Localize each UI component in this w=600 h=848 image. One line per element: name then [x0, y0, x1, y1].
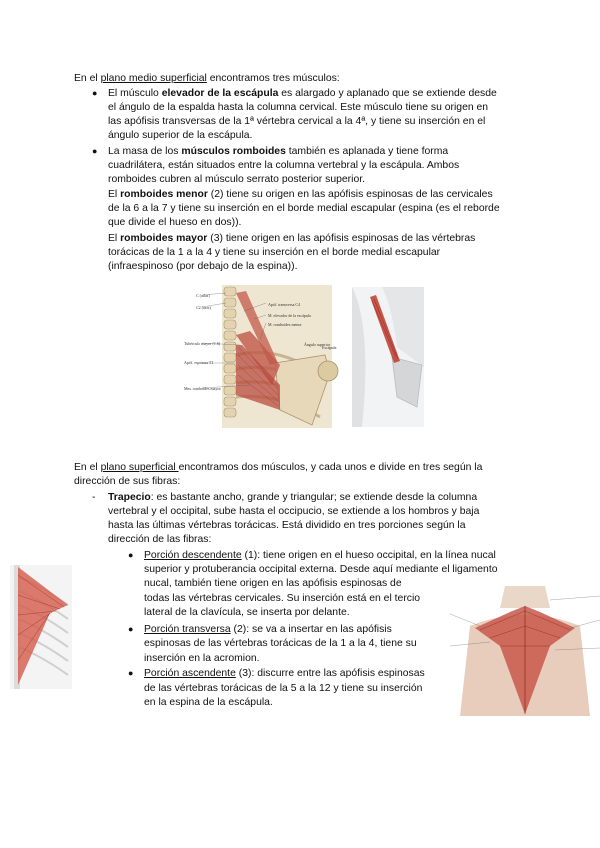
- trapecio-line3: hasta las últimas vértebras torácicas. Está dividido en tres porciones según la: [108, 520, 466, 531]
- bullet-elevador-line1: El músculo elevador de la escápula es alargado y aplanado que se extiende desde: [108, 88, 497, 99]
- section1-intro: En el plano medio superficial encontramos tres músculos:: [74, 73, 340, 84]
- porcion-descendente-line5: lateral de la clavícula, se inserta por delante.: [144, 607, 350, 618]
- porcion-ascendente-line1: Porción ascendente (3): discurre entre las apófisis espinosas: [144, 668, 425, 679]
- fig1-label: Mm. romboides mayor: [184, 386, 221, 391]
- bullet-icon: ●: [92, 88, 98, 98]
- bullet-elevador-line2: el ángulo de la espalda hasta la columna cervical. Este músculo tiene su origen en: [108, 102, 489, 113]
- trapecio-line4: dirección de las fibras:: [108, 534, 212, 545]
- romboides-mayor-line3: (infraespinoso (por debajo de la espina)).: [108, 261, 298, 272]
- fig1-label: M. elevador de la escápula: [268, 313, 311, 318]
- romboides-mayor-line1: El romboides mayor (3) tiene origen en las apófisis espinosas de las vértebras: [108, 233, 476, 244]
- porcion-ascendente-line3: en la espina de la escápula.: [144, 697, 273, 708]
- section2-intro: En el plano superficial encontramos dos músculos, y cada unos e divide en tres según la: [74, 462, 483, 473]
- fig1-label: C2 (axis): [196, 305, 211, 310]
- romboides-menor-line2: de la 6 a la 7 y tiene su inserción en el borde medial escapular (espina (es el reborde: [108, 203, 500, 214]
- porcion-descendente-line3: nucal, también tiene origen en las apófisis espinosas de: [144, 578, 402, 589]
- figure-trapecio-posterior: [450, 586, 600, 716]
- porcion-descendente-line4: todas las vértebras cervicales. Su inserción está en el tercio: [144, 593, 421, 604]
- bullet-icon: ●: [128, 668, 134, 678]
- porcion-descendente-line1: Porción descendente (1): tiene origen en el hueso occipital, en la línea nucal: [144, 550, 496, 561]
- fig1-label: Tubérculo mayor (1.6): [184, 341, 221, 346]
- bullet-romboides-line2: cuadrilátera, están situados entre la columna vertebral y la escápula. Ambos: [108, 160, 460, 171]
- link-plano-medio-superficial: plano medio superficial: [100, 73, 207, 84]
- bullet-icon: ●: [128, 624, 134, 634]
- fig1-label: Apóf. espinosa T1: [184, 360, 214, 365]
- romboides-menor-line1: El romboides menor (2) tiene su origen en las apófisis espinosas de las cervicales: [108, 189, 493, 200]
- anatomy-trapezius-side: [10, 565, 72, 689]
- bullet-elevador-line3: las apófisis transversas de la 1ª vértebra cervical a la 4ª, y tiene su inserción en el: [108, 116, 486, 127]
- porcion-transversa-line3: inserción en la acromion.: [144, 653, 260, 664]
- anatomy-trapezius-back: [450, 586, 600, 716]
- link-plano-superficial: plano superficial: [100, 462, 179, 473]
- bullet-romboides-line1: La masa de los músculos romboides también es aplanada y tiene forma: [108, 146, 449, 157]
- figure-lateral-scapula: [352, 287, 424, 427]
- figure-trapecio-lateral: [10, 565, 72, 689]
- porcion-descendente-line2: superior y protuberancia occipital externa. Desde aquí mediante el ligamento: [144, 564, 498, 575]
- bullet-icon: ●: [92, 146, 98, 156]
- fig1-label: Apóf. transversa C4: [268, 302, 301, 307]
- section2-intro-line2: dirección de sus fibras:: [74, 476, 181, 487]
- fig1-label: Escápula: [322, 345, 337, 350]
- bullet-elevador-line4: ángulo superior de la escápula.: [108, 130, 253, 141]
- fig1-label: C (atlas): [196, 293, 210, 298]
- dash-bullet: -: [92, 492, 96, 503]
- fig1-label: Ángulo superior: [304, 342, 331, 347]
- porcion-ascendente-line2: de las vértebras torácicas de la 5 a la 12 y tiene su inserción: [144, 683, 423, 694]
- bullet-romboides-line3: romboides cubren al músculo serrato posterior superior.: [108, 174, 366, 185]
- bullet-icon: ●: [128, 550, 134, 560]
- trapecio-line1: Trapecio: es bastante ancho, grande y triangular; se extiende desde la columna: [108, 492, 478, 503]
- anatomy-lateral-illustration: [352, 287, 424, 427]
- romboides-mayor-line2: torácicas de la 1 a la 4 y tiene su inserción en el borde medial escapular: [108, 247, 441, 258]
- romboides-menor-line3: que divide el hueso en dos)).: [108, 217, 242, 228]
- porcion-transversa-line1: Porción transversa (2): se va a insertar en las apófisis: [144, 624, 392, 635]
- trapecio-line2: vertebral y el occipital, sube hasta el occipucio, se extiende a los hombros y baja: [108, 506, 480, 517]
- fig1-label: M. romboides menor: [268, 322, 302, 327]
- porcion-transversa-line2: espinosas de las vértebras torácicas de la 1 a la 4, tiene su: [144, 638, 417, 649]
